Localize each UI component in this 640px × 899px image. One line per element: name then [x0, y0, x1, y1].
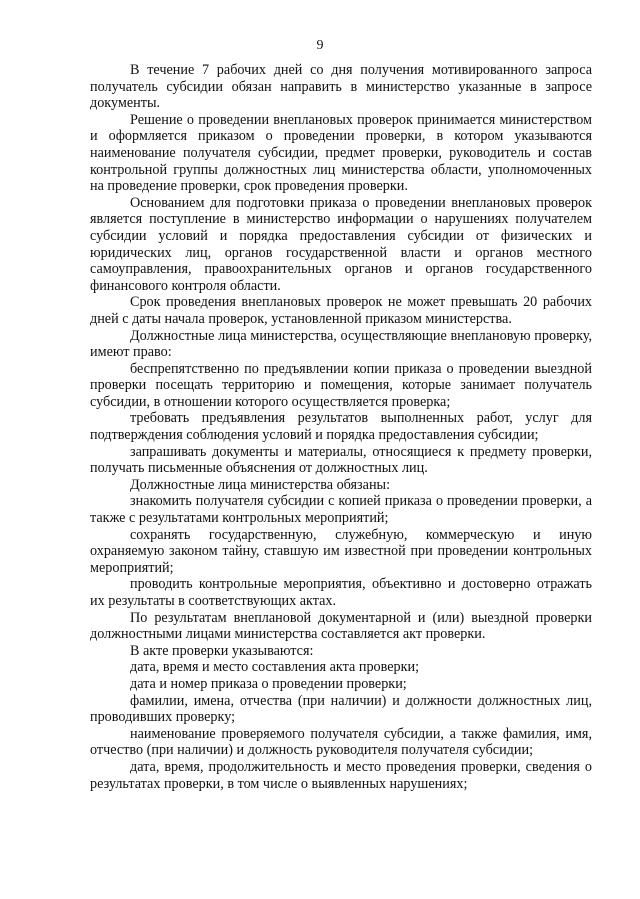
paragraph: В течение 7 рабочих дней со дня получения мотивированного запроса получатель субсидии обязан направить в министерство указанные в запросе документы.: [90, 62, 592, 112]
paragraph: дата, время и место составления акта проверки;: [130, 659, 420, 676]
document-body: [90, 62, 592, 792]
paragraph: сохранять государственную, служебную, коммерческую и иную охраняемую законом тайну, ставшую им известной при проведении контрольных мероприятий;: [90, 526, 592, 576]
paragraph: требовать предъявления результатов выполненных работ, услуг для подтверждения соблюдения условий и порядка предоставления субсидии;: [90, 410, 592, 444]
paragraph: беспрепятственно по предъявлении копии приказа о проведении выездной проверки посещать территорию и помещения, которые занимает получатель субсидии, в отношении которого осуществляется проверка;: [90, 360, 592, 410]
paragraph: Основанием для подготовки приказа о проведении внеплановых проверок является поступление в министерство информации о нарушениях получателем субсидии условий и порядка предоставления субсидии от физических и юридических лиц, органов государственной власти и органов местного самоуправления, правоохранительных органов и органов государственного финансового контроля области.: [90, 194, 592, 294]
paragraph: дата, время, продолжительность и место проведения проверки, сведения о результатах проверки, в том числе о выявленных нарушениях;: [90, 758, 592, 792]
paragraph: дата и номер приказа о проведении проверки;: [130, 675, 407, 692]
paragraph: Должностные лица министерства, осуществляющие внеплановую проверку, имеют право:: [90, 327, 592, 361]
paragraph: наименование проверяемого получателя субсидии, а также фамилия, имя, отчество (при наличии) и должность руководителя получателя субсидии;: [90, 725, 592, 759]
paragraph: фамилии, имена, отчества (при наличии) и должности должностных лиц, проводивших проверку;: [90, 692, 592, 726]
paragraph: проводить контрольные мероприятия, объективно и достоверно отражать их результаты в соответствующих актах.: [90, 576, 592, 609]
paragraph: В акте проверки указываются:: [130, 642, 314, 659]
paragraph: Решение о проведении внеплановых проверок принимается министерством и оформляется приказом о проведении проверки, в котором указываются наименование получателя субсидии, предмет проверки, руководитель и состав контрольной группы должностных лиц министерства области, уполномоченных на проведение проверки, срок проведения проверки.: [90, 111, 592, 195]
paragraph: знакомить получателя субсидии с копией приказа о проведении проверки, а также с результатами контрольных мероприятий;: [90, 493, 592, 527]
paragraph: По результатам внеплановой документарной и (или) выездной проверки должностными лицами министерства составляется акт проверки.: [90, 609, 592, 643]
paragraph: запрашивать документы и материалы, относящиеся к предмету проверки, получать письменные объяснения от должностных лиц.: [90, 443, 592, 477]
paragraph: Должностные лица министерства обязаны:: [130, 476, 391, 493]
paragraph: Срок проведения внеплановых проверок не может превышать 20 рабочих дней с даты начала проверок, установленной приказом министерства.: [90, 294, 592, 327]
page-number: 9: [316, 38, 324, 53]
